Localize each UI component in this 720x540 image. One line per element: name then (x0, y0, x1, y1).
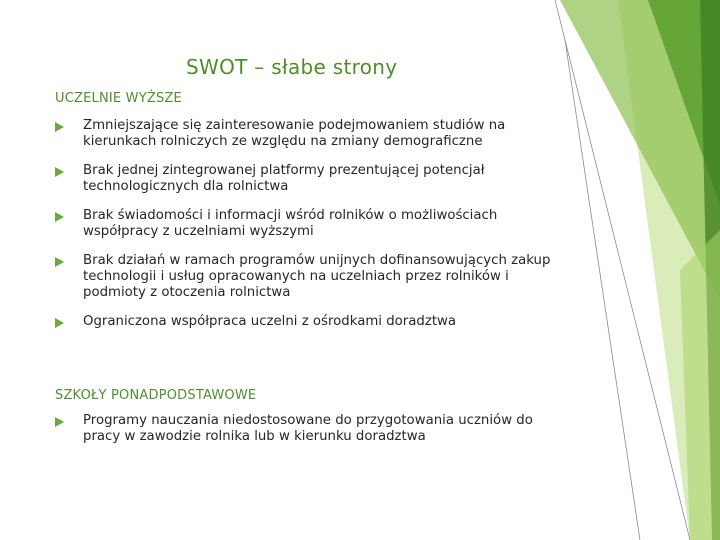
section-heading-secondary-schools: SZKOŁY PONADPODSTAWOWE (55, 388, 257, 403)
bullet-list-secondary-schools (55, 413, 555, 458)
list-item (55, 253, 555, 301)
list-item-text: Brak jednej zintegrowanej platformy prezentującej potencjał technologicznych dla rolnictwa (83, 163, 485, 194)
list-item (55, 118, 555, 150)
triangle-bullet-icon (55, 257, 64, 267)
list-item (55, 208, 555, 240)
list-item (55, 314, 555, 330)
triangle-bullet-icon (55, 417, 64, 427)
slide-title: SWOT – słabe strony (186, 55, 398, 79)
list-item-text: Brak działań w ramach programów unijnych dofinansowujących zakup technologii i usług opracowanych na uczelniach przez rolników i podmioty z otoczenia rolnictwa (83, 253, 551, 300)
bullet-list-universities (55, 118, 555, 343)
triangle-bullet-icon (55, 122, 64, 132)
list-item-text: Programy nauczania niedostosowane do przygotowania uczniów do pracy w zawodzie rolnika lub w kierunku doradztwa (83, 413, 533, 444)
triangle-bullet-icon (55, 318, 64, 328)
list-item-text: Brak świadomości i informacji wśród rolników o możliwościach współpracy z uczelniami wyższymi (83, 208, 498, 239)
list-item (55, 413, 555, 445)
list-item (55, 163, 555, 195)
triangle-bullet-icon (55, 212, 64, 222)
section-heading-universities: UCZELNIE WYŻSZE (55, 91, 182, 106)
list-item-text: Ograniczona współpraca uczelni z ośrodkami doradztwa (83, 314, 457, 329)
list-item-text: Zmniejszające się zainteresowanie podejmowaniem studiów na kierunkach rolniczych ze względu na zmiany demograficzne (83, 118, 506, 149)
triangle-bullet-icon (55, 167, 64, 177)
